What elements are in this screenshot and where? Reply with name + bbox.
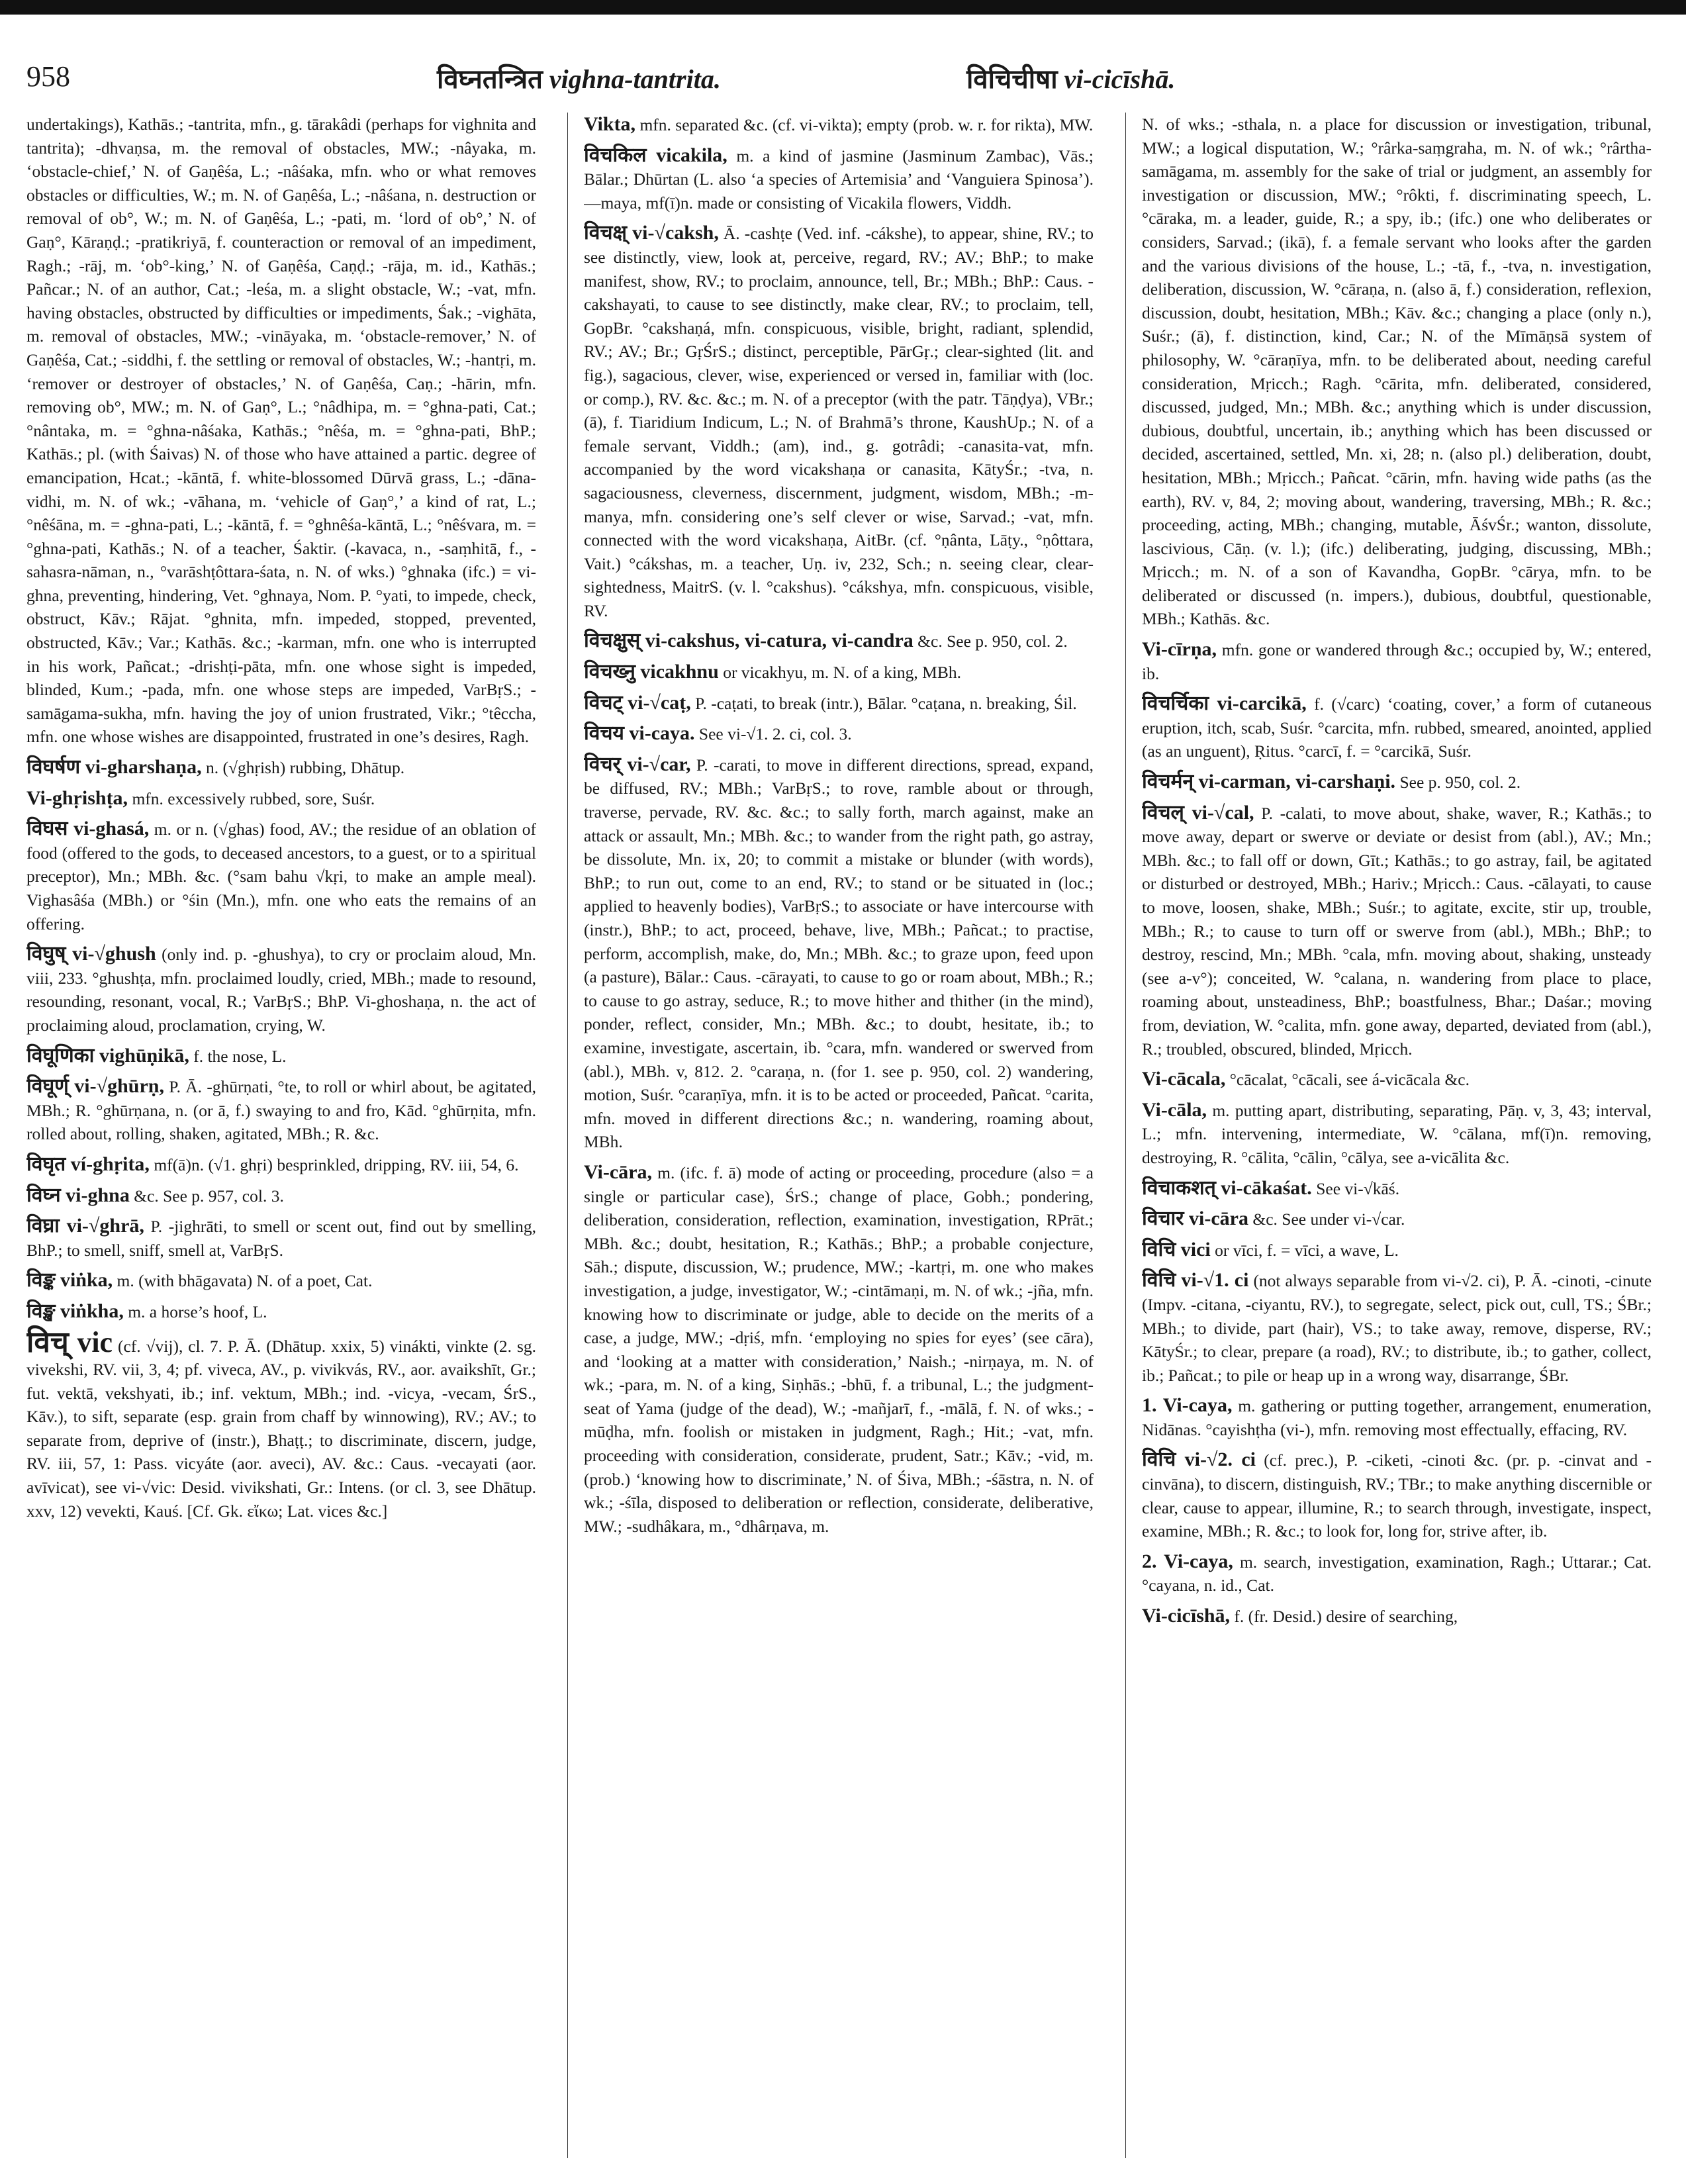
- entry-headword: विचाकशत् vi-cākaśat.: [1142, 1176, 1312, 1199]
- dictionary-entry: [1142, 1238, 1652, 1262]
- entry-headword: विङ्क viṅka,: [26, 1269, 113, 1292]
- entry-headword: Vi-cācala,: [1142, 1068, 1226, 1090]
- entry-headword: विचक्ष् vi-√caksh,: [584, 222, 719, 244]
- dictionary-entry: [584, 691, 1094, 716]
- entry-text: m. gathering or putting together, arrangement, enumeration, Nidānas. °cayishṭha (vi-), mfn. removing most effectually, effacing, RV.: [1142, 1396, 1652, 1439]
- entry-text: m. a horse’s hoof, L.: [128, 1302, 267, 1321]
- dictionary-entry: [584, 753, 1094, 1154]
- entry-text: f. (fr. Desid.) desire of searching,: [1234, 1607, 1458, 1627]
- dictionary-entry: [26, 942, 536, 1037]
- dictionary-entry: [584, 722, 1094, 746]
- dictionary-entry: [26, 1153, 536, 1177]
- dictionary-entry: [1142, 1098, 1652, 1170]
- entry-text: (cf. prec.), P. -ciketi, -cinoti &c. (pr. p. -cinvat and -cinvāna), to discern, distinguish, RV.; TBr.; to make anything discernible or clear, cause to appear, illumine, R.; to search through, investigate, inspect, examine, MBh.; R. &c.; to look for, long for, strive after, ib.: [1142, 1450, 1652, 1541]
- entry-headword: विघ्न vi-ghna: [26, 1184, 130, 1206]
- entry-text: &c. See p. 957, col. 3.: [134, 1186, 284, 1206]
- entry-text: P. -calati, to move about, shake, waver, R.; Kathās.; to move away, depart or swerve or deviate or desist from (abl.), AV.; Mn.; MBh. &c.; to fall off or down, Gīt.; Kathās.; to go astray, fail, be agitated or disturbed or destroyed, MBh.; Hariv.; Mṛicch.: Caus. -cālayati, to cause to move, loosen, shake, MBh.; Suśr.; to agitate, excite, stir up, trouble, MBh.; R.; to cause to turn off or swerve from (abl.), MBh.; BhP.; to destroy, rescind, Mn.; MBh. °cala, mfn. moving about, shaking, unsteady (see a-v°); conceited, W. °calana, n. wandering from place to place, roaming about, unsteadiness, BhP.; boastfulness, Bhar.; Daśar.; moving from, deviation, W. °calita, mfn. gone away, departed, deviated from (abl.), R.; troubled, obscured, blinded, Mṛicch.: [1142, 803, 1652, 1059]
- entry-text: P. -caṭati, to break (intr.), Bālar. °caṭana, n. breaking, Śil.: [695, 693, 1077, 713]
- entry-text: Ā. -cashṭe (Ved. inf. -cákshe), to appear, shine, RV.; to see distinctly, view, look at, perceive, regard, RV.; AV.; BhP.; to make manifest, show, RV.; to proclaim, announce, tell, Br.; MBh.; BhP.: Caus. -cakshayati, to cause to see distinctly, make clear, RV.; to proclaim, tell, GopBr. °cakshaṇá, mfn. conspicuous, visible, bright, radiant, splendid, RV.; AV.; Br.; GṛŚrS.; distinct, perceptible, PārGṛ.; clear-sighted (lit. and fig.), sagacious, clever, wise, experienced or versed in, familiar with (loc. or comp.), RV. &c. &c.; m. N. of a preceptor (with the patr. Tāṇḍya), VBr.; (ā), f. Tiaridium Indicum, L.; N. of Brahmā’s throne, KaushUp.; N. of a female servant, Viddh.; (am), ind., g. gotrâdi; -canasita-vat, mfn. accompanied by the word vicakshaṇa or canasita, KātyŚr.; -tva, n. sagaciousness, cleverness, discernment, judgment, wisdom, MBh.; -m-manya, mfn. considering one’s self clever or wise, Sarvad.; -vat, mfn. connected with the word vicakshaṇa, AitBr. (cf. °ṇânta, Lāṭy., °ṇôttara, Vait.) °cákshas, m. a teacher, Uṇ. iv, 232, Sch.; n. seeing clear, clear-sightedness, MaitrS. (v. l. °cakshus). °cákshya, mfn. conspicuous, visible, RV.: [584, 224, 1094, 620]
- column-2: [584, 113, 1094, 2158]
- entry-text: m. search, investigation, examination, Ragh.; Uttarar.; Cat. °cayana, n. id., Cat.: [1142, 1552, 1652, 1595]
- entry-headword: Vi-cāla,: [1142, 1098, 1207, 1121]
- entry-headword: विघुष् vi-√ghush: [26, 943, 156, 965]
- dictionary-entry: [1142, 770, 1652, 794]
- dictionary-entry: [1142, 1176, 1652, 1201]
- entry-headword: विचि vi-√1. ci: [1142, 1269, 1249, 1292]
- dictionary-entry: [26, 1214, 536, 1262]
- left-running-head: [437, 60, 721, 96]
- dictionary-entry: [584, 113, 1094, 137]
- entry-headword: विघृत ví-ghṛita,: [26, 1153, 150, 1175]
- entry-headword: विचि vici: [1142, 1238, 1211, 1260]
- entry-headword: विचट् vi-√caṭ,: [584, 691, 691, 714]
- top-border: [0, 0, 1686, 15]
- entry-headword: विघूणिका vighūṇikā,: [26, 1044, 189, 1067]
- entry-headword: 1. Vi-caya,: [1142, 1394, 1233, 1417]
- dictionary-entry: [1142, 1550, 1652, 1597]
- dictionary-entry: [26, 1074, 536, 1146]
- entry-headword: विघ्रा vi-√ghrā,: [26, 1215, 144, 1237]
- dictionary-entry: [26, 1300, 536, 1324]
- entry-text: (cf. √vij), cl. 7. P. Ā. (Dhātup. xxix, 5) vinákti, vinkte (2. sg. vivekshi, RV. vii, 3, 4; pf. viveca, AV., p. vivikvás, RV., aor. avaikshīt, Gr.; fut. vektā, vekshyati, ib.; inf. vektum, MBh.; ind. -vicya, -vecam, ŚrS., Kāv.), to sift, separate (esp. grain from chaff by winnowing), RV.; AV.; to separate from, deprive of (instr.), Bhaṭṭ.; to discriminate, discern, judge, RV. iii, 57, 1: Pass. vicyáte (aor. aveci), AV. &c.: Caus. -vecayati (aor. avīvicat), see vi-√vic: Desid. vivikshati, Gr.: Intens. (or cl. 3, see Dhātup. xxv, 12) vevekti, Kauś. [Cf. Gk. εἴκω; Lat. vices &c.]: [26, 1336, 536, 1521]
- dictionary-entry: [1142, 1207, 1652, 1231]
- entry-text: See p. 950, col. 2.: [1399, 773, 1521, 792]
- entry-headword: Vi-ghṛishṭa,: [26, 786, 128, 809]
- dictionary-entry: [26, 1268, 536, 1293]
- entry-text: m. (ifc. f. ā) mode of acting or proceeding, procedure (also = a single or particular case), ŚrS.; change of place, Gobh.; pondering, deliberation, consideration, reflection, examination, investigation, RPrāt.; MBh. &c.; doubt, hesitation, R.; Kathās.; BhP.; a probable conjecture, Sāh.; dispute, discussion, W.; prudence, MW.; -kartṛi, m. one who makes investigation, a judge, investigator, W.; -cintāmaṇi, m. N. of wk.; -jña, mfn. knowing how to discriminate or judge, able to decide on the merits of a case, a judge, MW.; -dṛiś, mfn. ‘employing no spies for eyes’ (see cāra), and ‘looking at a matter with consideration,’ Naish.; -nirṇaya, m. N. of wk.; -para, m. N. of a king, Siṇhās.; -bhū, f. a tribunal, L.; the judgment-seat of Yama (judge of the dead), W.; -mañjarī, f., -mālā, f. N. of wks.; -mūḍha, mfn. foolish or mistaken in judgment, Ragh.; Hit.; -vat, mfn. proceeding with consideration, considerate, prudent, Satr.; Kāv.; -vid, m. (prob.) ‘knowing how to discriminate,’ N. of Śiva, MBh.; -śāstra, n. N. of wk.; -śīla, disposed to deliberation or reflection, considerate, deliberative, MW.; -sudhâkara, m., °dhârṇava, m.: [584, 1163, 1094, 1536]
- dictionary-entry: [584, 629, 1094, 653]
- entry-text: (only ind. p. -ghushya), to cry or proclaim aloud, Mn. viii, 233. °ghushṭa, mfn. proclaimed loudly, cried, MBh.; made to resound, resounding, resonant, vocal, R.; VarBṛS.; BhP. Vi-ghoshaṇa, n. the act of proclaiming aloud, proclamation, crying, W.: [26, 945, 536, 1035]
- left-head-devanagari: विघ्नतन्त्रित: [437, 64, 543, 94]
- dictionary-entry: [1142, 1268, 1652, 1387]
- right-head-devanagari: विचिचीषा: [966, 64, 1058, 94]
- entry-text: or vicakhyu, m. N. of a king, MBh.: [723, 663, 961, 683]
- entry-headword: 2. Vi-caya,: [1142, 1550, 1233, 1572]
- entry-text: See vi-√kāś.: [1316, 1178, 1400, 1198]
- dictionary-entry: [584, 660, 1094, 685]
- dictionary-entry: [1142, 692, 1652, 763]
- entry-headword: विङ्ख viṅkha,: [26, 1300, 124, 1322]
- dictionary-entry: [1142, 1394, 1652, 1441]
- dictionary-entry: [1142, 801, 1652, 1061]
- dictionary-entry: [26, 1044, 536, 1068]
- page-number: 958: [26, 60, 70, 93]
- entry-text: mf(ā)n. (√1. ghṛi) besprinkled, dripping, RV. iii, 54, 6.: [154, 1155, 519, 1174]
- dictionary-entry: [26, 1325, 536, 1523]
- entry-headword: विचार vi-cāra: [1142, 1208, 1248, 1230]
- dictionary-entry: [26, 1184, 536, 1208]
- entry-headword: Vikta,: [584, 113, 636, 135]
- entry-headword: विचल् vi-√cal,: [1142, 801, 1254, 824]
- right-head-roman: vi-cicīshā.: [1064, 64, 1176, 94]
- entry-text: &c. See under vi-√car.: [1252, 1210, 1405, 1229]
- column-rule: [567, 113, 568, 2158]
- entry-text: mfn. excessively rubbed, sore, Suśr.: [132, 788, 375, 808]
- dictionary-entry: [1142, 1448, 1652, 1543]
- entry-headword: विघर्षण vi-gharshaṇa,: [26, 756, 202, 779]
- page-header: [26, 60, 1655, 106]
- entry-headword: विचय vi-caya.: [584, 722, 695, 745]
- dictionary-entry: [26, 113, 536, 749]
- entry-headword: Vi-cāra,: [584, 1161, 653, 1183]
- entry-headword: Vi-cīrṇa,: [1142, 638, 1217, 661]
- entry-text: f. the nose, L.: [193, 1046, 287, 1066]
- entry-headword: विचर्चिका vi-carcikā,: [1142, 692, 1307, 715]
- column-3: [1142, 113, 1652, 2158]
- entry-text: or vīci, f. = vīci, a wave, L.: [1215, 1240, 1399, 1260]
- column-rule: [1125, 113, 1126, 2158]
- dictionary-entry: [584, 221, 1094, 622]
- entry-text: mfn. gone or wandered through &c.; occupied by, W.; entered, ib.: [1142, 640, 1652, 683]
- entry-text: f. (√carc) ‘coating, cover,’ a form of cutaneous eruption, itch, scab, Suśr. °carcita, mfn. rubbed, smeared, anointed, applied (as an unguent), Ṛitus. °carcī, f. = °carcikā, Suśr.: [1142, 694, 1652, 761]
- entry-headword: विचि vi-√2. ci: [1142, 1448, 1256, 1471]
- entry-headword: विघूर्ण् vi-√ghūrṇ,: [26, 1075, 164, 1098]
- entry-text: &c. See p. 950, col. 2.: [917, 632, 1068, 651]
- dictionary-entry: [584, 1161, 1094, 1539]
- entry-headword: विच् vic: [26, 1325, 113, 1358]
- dictionary-columns: [26, 113, 1655, 2165]
- entry-headword: विघस vi-ghasá,: [26, 818, 150, 840]
- entry-text: undertakings), Kathās.; -tantrita, mfn., g. tārakâdi (perhaps for vighnita and tantrita); -dhvaṇsa, m. the removal of obstacles, MW.; -nâyaka, m. ‘obstacle-chief,’ N. of Gaṇêśa, L.; -nâśaka, mfn. who or what removes obstacles or difficulties, W.; m. N. of Gaṇêśa, L.; -nâśana, n. destruction or removal of ob°, W.; m. N. of Gaṇêśa, L.; -pati, m. ‘lord of ob°,’ N. of Gaṇ°, Kāraṇḍ.; -pratikriyā, f. counteraction or removal of an impediment, Ragh.; -rāj, m. ‘ob°-king,’ N. of Gaṇêśa, Caṇḍ.; -rāja, m. id., Kathās.; Pañcar.; N. of an author, Cat.; -leśa, m. a slight obstacle, W.; -vat, mfn. having obstacles, obstructed by difficulties or impediments, Śak.; -vighāta, m. removal of obstacles, MW.; -vināyaka, m. ‘obstacle-remover,’ N. of Gaṇêśa, Cat.; -siddhi, f. the settling or removal of obstacles, W.; -hantṛi, m. ‘remover or destroyer of obstacles,’ N. of Gaṇêśa, Caṇ.; -hārin, mfn. removing ob°, MW.; m. N. of Gaṇ°, L.; °nâdhipa, m. = °ghna-pati, Cat.; °nântaka, m. = °ghna-nâśaka, Kathās.; °nêśa, m. = °ghna-pati, BhP.; Kathās.; pl. (with Śaivas) N. of those who have attained a partic. degree of emancipation, Hcat.; -kāntā, f. white-blossomed Dūrvā grass, L.; -dāna-vidhi, m. N. of wk.; -vāhana, m. ‘vehicle of Gaṇ°,’ a kind of rat, L.; °nêśāna, m. = -ghna-pati, L.; -kāntā, f. = °ghnêśa-kāntā, L.; °nêśvara, m. = °ghna-pati, Kathās.; N. of a teacher, Śaktir. (-kavaca, n., -saṃhitā, f., -sahasra-nāman, n., °varāshṭôttara-śata, n. N. of wks.) °ghnaka (ifc.) = vi-ghna, preventing, hindering, Vet. °ghnaya, Nom. P. °yati, to impede, check, obstruct, Kāv.; Rājat. °ghnita, mfn. impeded, stopped, prevented, obstructed, Kāv.; Var.; Kathās. &c.; -karman, mfn. one who is interrupted in his work, Pañcat.; -drishṭi-pāta, mfn. one whose sight is impeded, blinded, Kum.; -pada, mfn. one whose steps are impeded, VarBṛS.; -samāgama-sukha, mfn. having the joy of union frustrated, Vikr.; °têccha, mfn. one whose wishes are disappointed, frustrated in one’s desires, Ragh.: [26, 115, 536, 747]
- entry-text: See vi-√1. 2. ci, col. 3.: [698, 724, 852, 744]
- entry-text: P. -carati, to move in different directions, spread, expand, be diffused, RV.; MBh.; VarBṛS.; to rove, ramble about or through, traverse, pervade, RV. &c. &c.; to sally forth, march against, make an attack or assault, Mn.; MBh. &c.; to wander from the right path, go astray, be dissolute, Mn. ix, 20; to commit a mistake or blunder (with words), BhP.; to run out, come to an end, RV.; to stand or be situated in (loc.; applied to heavenly bodies), VarBṛS.; to associate or have intercourse with (instr.), BhP.; to act, proceed, behave, live, MBh.; Pañcat.; to practise, perform, accomplish, make, do, Mn.; MBh. &c.; to graze upon, feed upon (a pasture), Bālar.: Caus. -cārayati, to cause to go or roam about, MBh.; R.; to cause to go astray, seduce, R.; to move hither and thither (in the mind), ponder, reflect, consider, Mn.; MBh. &c.; to doubt, hesitate, ib.; to examine, investigate, ascertain, ib. °cara, mfn. wandered or swerved from (abl.), MBh. v, 812. 2. °caraṇa, n. (for 1. see p. 950, col. 2) wandering, motion, Suśr. °caraṇīya, mfn. it is to be acted or proceeded, Pañcat. °carita, mfn. moved in different directions &c.; n. wandering, roaming about, MBh.: [584, 755, 1094, 1152]
- entry-text: P. -jighrāti, to smell or scent out, find out by smelling, BhP.; to smell, sniff, smell at, VarBṛS.: [26, 1217, 536, 1260]
- dictionary-entry: [26, 755, 536, 780]
- dictionary-entry: [1142, 638, 1652, 685]
- right-running-head: [966, 60, 1175, 96]
- entry-text: °cācalat, °cācali, see á-vicācala &c.: [1229, 1070, 1470, 1090]
- entry-headword: विचक्षुस् vi-cakshus, vi-catura, vi-candra: [584, 630, 913, 652]
- dictionary-entry: [584, 144, 1094, 215]
- dictionary-entry: [1142, 113, 1652, 631]
- entry-text: m. (with bhāgavata) N. of a poet, Cat.: [117, 1271, 373, 1291]
- left-head-roman: vighna-tantrita.: [549, 64, 721, 94]
- entry-text: m. a kind of jasmine (Jasminum Zambac), Vās.; Bālar.; Dhūrtan (L. also ‘a species of Artemisia’ and ‘Vanguiera Spinosa’). —maya, mf(ī)n. made or consisting of Vicakila flowers, Viddh.: [584, 146, 1094, 213]
- entry-text: m. putting apart, distributing, separating, Pāṇ. v, 3, 43; interval, L.; mfn. intervening, intermediate, W. °cālana, mf(ī)n. removing, destroying, R. °cālita, °cālin, °cālya, see a-vicālita &c.: [1142, 1100, 1652, 1167]
- dictionary-entry: [26, 786, 536, 811]
- dictionary-entry: [1142, 1067, 1652, 1092]
- entry-headword: विचकिल vicakila,: [584, 144, 727, 166]
- dictionary-entry: [1142, 1604, 1652, 1629]
- dictionary-entry: [26, 817, 536, 935]
- entry-text: mfn. separated &c. (cf. vi-vikta); empty (prob. w. r. for rikta), MW.: [639, 115, 1094, 134]
- entry-headword: विचख्नु vicakhnu: [584, 661, 719, 683]
- entry-headword: विचर्मन् vi-carman, vi-carshaṇi.: [1142, 771, 1396, 793]
- entry-text: m. or n. (√ghas) food, AV.; the residue of an oblation of food (offered to the gods, to deceased ancestors, to a guest, or to a spiritual preceptor), Mn.; MBh. &c. (°sam bahu √kṛi, to make an ample meal). Vighasâśa (MBh.) or °śin (Mn.), mfn. one who eats the remains of an offering.: [26, 820, 536, 933]
- entry-text: (not always separable from vi-√2. ci), P. Ā. -cinoti, -cinute (Impv. -citana, -ciyantu, RV.), to segregate, select, pick out, cull, TS.; ŚBr.; MBh.; to divide, part (hair), VS.; to take away, remove, disperse, RV.; KātyŚr.; to clear, prepare (a road), RV.; to distribute, ib.; to gather, collect, ib.; Pañcat.; to pile or heap up in a wrong way, disarrange, ŚBr.: [1142, 1271, 1652, 1385]
- entry-text: P. Ā. -ghūrṇati, °te, to roll or whirl about, be agitated, MBh.; R. °ghūrṇana, n. (or ā, f.) swaying to and fro, Kād. °ghūrṇita, mfn. rolled about, rolling, shaken, agitated, MBh.; R. &c.: [26, 1077, 536, 1144]
- entry-text: n. (√ghṛish) rubbing, Dhātup.: [205, 758, 405, 778]
- entry-headword: विचर् vi-√car,: [584, 753, 691, 775]
- entry-text: N. of wks.; -sthala, n. a place for discussion or investigation, tribunal, MW.; a logical disputation, W.; °rârka-saṃgraha, m. N. of wk.; °rârtha-samāgama, m. assembly for the sake of trial or judgment, an assembly for investigation or discussion, MW.; °rôkti, f. discriminating speech, L. °cāraka, m. a leader, guide, R.; a spy, ib.; (ifc.) one who deliberates or considers, Sarvad.; (ikā), f. a female servant who looks after the garden and the various divisions of the house, L.; -tā, f., -tva, n. investigation, deliberation, discussion, W. °cāraṇa, n. (also ā, f.) consideration, reflexion, discussion, doubt, hesitation, MBh.; Kāv. &c.; changing a place (only n.), Suśr.; (ā), f. distinction, kind, Car.; N. of the Mīmāṇsā system of philosophy, W. °cāraṇīya, mfn. to be deliberated about, needing careful consideration, Mṛicch.; Ragh. °cārita, mfn. deliberated, considered, discussed, judged, Mn.; MBh. &c.; anything which is under discussion, dubious, doubtful, uncertain, ib.; anything which has been discussed or decided, ascertained, settled, Mn. xi, 28; n. (also pl.) deliberation, doubt, hesitation, MBh.; Mṛicch.; Pañcat. °cārin, mfn. having wide paths (as the earth), RV. v, 84, 2; moving about, wandering, traversing, MBh.; R. &c.; proceeding, acting, MBh.; changing, mutable, ĀśvŚr.; wanton, dissolute, lascivious, Cāṇ. (v. l.); (ifc.) deliberating, judging, discussing, MBh.; Mṛicch.; m. N. of a son of Kavandha, GopBr. °cārya, mfn. to be deliberated or discussed (n. impers.), dubious, doubtful, questionable, MBh.; Kathās. &c.: [1142, 115, 1652, 629]
- column-1: [26, 113, 536, 2158]
- entry-headword: Vi-cicīshā,: [1142, 1605, 1231, 1627]
